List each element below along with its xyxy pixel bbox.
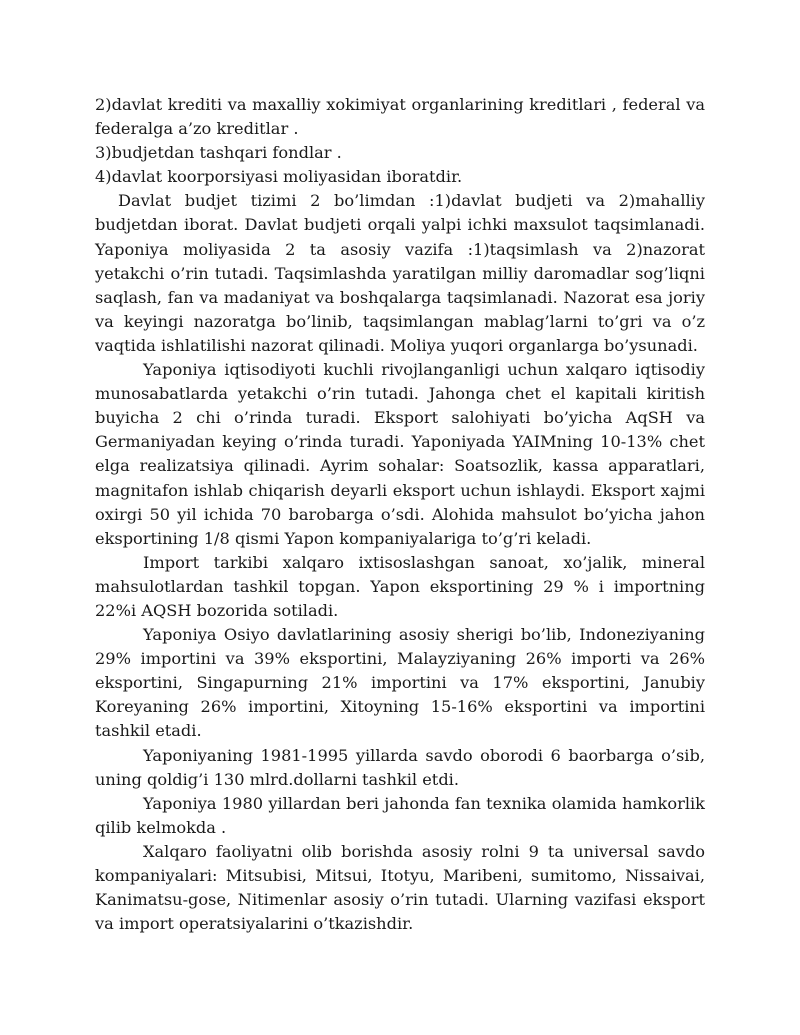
paragraph-import: Import tarkibi xalqaro ixtisoslashgan sanoat, xo’jalik, mineral mahsulotlardan tashkil topgan. Yapon eksportining 29 % i importning 22%i AQSH bozorida sotiladi.: [95, 552, 705, 620]
paragraph-science-cooperation: Yaponiya 1980 yillardan beri jahonda fan texnika olamida hamkorlik qilib kelmokda .: [95, 793, 705, 837]
document-page: [95, 93, 705, 936]
paragraph-trading-companies: Xalqaro faoliyatni olib borishda asosiy rolni 9 ta universal savdo kompaniyalari: Mitsubisi, Mitsui, Itotyu, Maribeni, sumitomo, Nissaivai, Kanimatsu-gose, Nitimenlar asosiy o’rin tutadi. Ularning vazifasi eksport va import operatsiyalarini o’tkazishdir.: [95, 841, 705, 934]
paragraph-credits: 2)davlat krediti va maxalliy xokimiyat organlarining kreditlari , federal va federalga a’zo kreditlar .: [95, 95, 705, 139]
paragraph-corporations: 4)davlat koorporsiyasi moliyasidan iboratdir.: [95, 167, 463, 187]
paragraph-budget-system: Davlat budjet tizimi 2 bo’limdan :1)davlat budjeti va 2)mahalliy budjetdan iborat. Davlat budjeti orqali yalpi ichki maxsulot taqsimlanadi. Yaponiya moliyasida 2 ta asosiy vazifa :1)taqsimlash va 2)nazorat yetakchi o’rin tutadi. Taqsimlashda yaratilgan milliy daromadlar sog’liqni saqlash, fan va madaniyat va boshqalarga taqsimlanadi. Nazorat esa joriy va keyingi nazoratga bo’linib, taqsimlangan mablag’larni to’gri va o’z vaqtida ishlatilishi nazorat qilinadi. Moliya yuqori organlarga bo’ysunadi.: [95, 191, 705, 355]
paragraph-asia-partners: Yaponiya Osiyo davlatlarining asosiy sherigi bo’lib, Indoneziyaning 29% importini va 39% eksportini, Malayziyaning 26% importi va 26% eksportini, Singapurning 21% importini va 17% eksportini, Janubiy Koreyaning 26% importini, Xitoyning 15-16% eksportini va importini tashkil etadi.: [95, 625, 705, 741]
paragraph-funds: 3)budjetdan tashqari fondlar .: [95, 143, 342, 163]
paragraph-economy: Yaponiya iqtisodiyoti kuchli rivojlanganligi uchun xalqaro iqtisodiy munosabatlarda yetakchi o’rin tutadi. Jahonga chet el kapitali kiritish buyicha 2 chi o’rinda turadi. Eksport salohiyati bo’yicha AqSH va Germaniyadan keying o’rinda turadi. Yaponiyada YAIMning 10-13% chet elga realizatsiya qilinadi. Ayrim sohalar: Soatsozlik, kassa apparatlari, magnitafon ishlab chiqarish deyarli eksport uchun ishlaydi. Eksport xajmi oxirgi 50 yil ichida 70 barobarga o’sdi. Alohida mahsulot bo’yicha jahon eksportining 1/8 qismi Yapon kompaniyalariga to’g’ri keladi.: [95, 360, 705, 548]
paragraph-trade-turnover: Yaponiyaning 1981-1995 yillarda savdo oborodi 6 baorbarga o’sib, uning qoldig’i 130 mlrd.dollarni tashkil etdi.: [95, 745, 705, 789]
